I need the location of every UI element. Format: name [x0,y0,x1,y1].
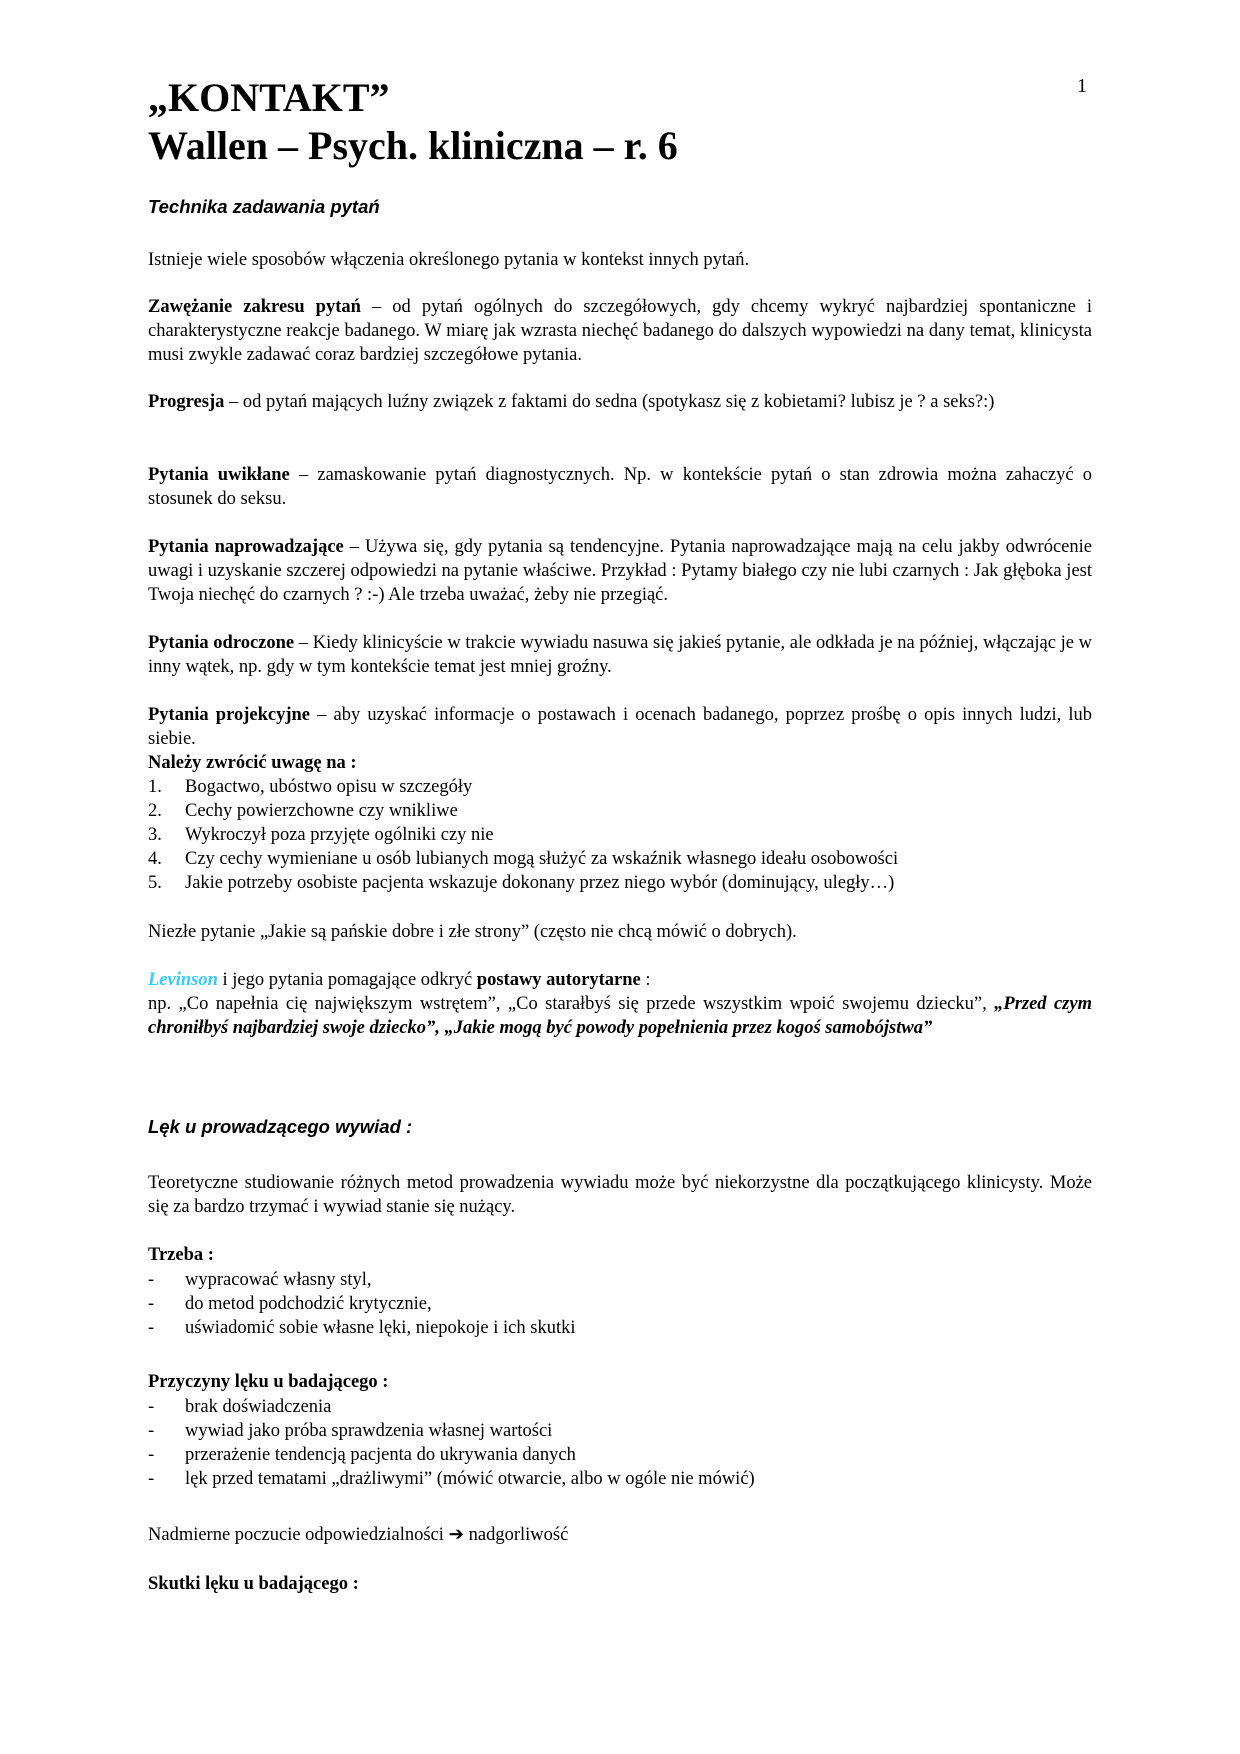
list-item [148,1419,1092,1443]
attention-list [148,775,1092,895]
text-leading: – Używa się, gdy pytania są tendencyjne. Pytania naprowadzające mają na celu jakby odwrócenie uwagi i uzyskanie szczerej odpowiedzi na pytanie właściwe. Przykład : Pytamy białego czy nie lubi czarnych : Jak głęboka jest Twoja niechęć do czarnych ? :-) Ale trzeba uważać, żeby nie przegiąć. [148,537,1092,605]
list-marker: 2. [148,801,162,821]
term-narrowing: Zawężanie zakresu pytań [148,297,361,317]
need-heading: Trzeba : [148,1245,214,1265]
levinson-name: Levinson [148,970,218,990]
list-item [148,1268,1092,1292]
document-title [148,74,678,170]
text-narrowing: – od pytań ogólnych do szczegółowych, gdy chcemy wykryć najbardziej spontaniczne i charakterystyczne reakcje badanego. W miarę jak wzrasta niechęć badanego do dalszych wypowiedzi na dany temat, klinicysta musi zwykle zadawać coraz bardziej szczegółowe pytania. [148,297,1093,365]
text-projective: – aby uzyskać informacje o postawach i ocenach badanego, poprzez prośbę o opis innych ludzi, lub siebie. [148,705,1092,749]
list-marker: - [148,1445,155,1465]
list-item-text: do metod podchodzić krytycznie, [185,1294,432,1314]
list-item-text: uświadomić sobie własne lęki, niepokoje i ich skutki [185,1318,576,1338]
list-item [148,823,1092,847]
right-arrow-icon: ➔ [448,1525,465,1545]
text-deferred: – Kiedy klinicyście w trakcie wywiadu nasuwa się jakieś pytanie, ale odkłada je na później, włączając je w inny wątek, np. gdy w tym kontekście temat jest mniej groźny. [148,633,1092,677]
causes-list [148,1395,1092,1491]
responsibility-result: nadgorliwość [464,1525,569,1545]
text-entangled: – zamaskowanie pytań diagnostycznych. Np. w kontekście pytań o stan zdrowia można zahaczyć o stosunek do seksu. [148,465,1093,509]
list-marker: 1. [148,777,162,797]
list-item-text: Czy cechy wymieniane u osób lubianych mogą służyć za wskaźnik własnego ideału osobowości [185,849,899,869]
term-projective: Pytania projekcyjne [148,705,310,725]
levinson-example-italic: „Przed czym chroniłbyś najbardziej swoje dziecko”, „Jakie mogą być powody popełnienia przez kogoś samobójstwa” [148,994,1092,1038]
paragraph-good-question: Niezłe pytanie „Jakie są pańskie dobre i złe strony” (często nie chcą mówić o dobrych). [148,922,797,942]
list-item [148,775,1092,799]
need-list [148,1268,1092,1340]
list-item [148,871,1092,895]
list-item [148,1316,1092,1340]
paragraph-entangled [148,463,1092,511]
list-item-text: brak doświadczenia [185,1397,332,1417]
term-entangled: Pytania uwikłane [148,465,290,485]
levinson-text-1: i jego pytania pomagające odkryć [217,970,477,990]
list-item [148,1395,1092,1419]
list-marker: - [148,1397,155,1417]
paragraph-narrowing [148,295,1092,367]
paragraph-leading [148,535,1092,607]
list-item-text: Wykroczył poza przyjęte ogólniki czy nie [185,825,494,845]
levinson-example-prefix: np. „Co napełnia cię największym wstrętem”, „Co starałbyś się przede wszystkim wpoić swojemu dziecku”, [148,994,995,1014]
levinson-bold-term: postawy autorytarne [476,970,641,990]
list-marker: - [148,1421,155,1441]
causes-heading: Przyczyny lęku u badającego : [148,1372,389,1392]
responsibility-text: Nadmierne poczucie odpowiedzialności [148,1525,449,1545]
levinson-text-2: : [640,970,651,990]
list-item [148,799,1092,823]
term-progression: Progresja [148,392,225,412]
list-marker: - [148,1270,155,1290]
text-progression: – od pytań mających luźny związek z faktami do sedna (spotykasz się z kobietami? lubisz je ? a seks?:) [224,392,995,412]
list-item [148,1292,1092,1316]
paragraph-responsibility [148,1523,1092,1547]
list-marker: - [148,1294,155,1314]
list-item-text: Cechy powierzchowne czy wnikliwe [185,801,458,821]
title-line-1: „KONTAKT” [148,75,390,120]
list-item-text: Bogactwo, ubóstwo opisu w szczegóły [185,777,473,797]
section-heading-interviewer-anxiety: Lęk u prowadzącego wywiad : [148,1116,413,1137]
list-item [148,1443,1092,1467]
attention-heading: Należy zwrócić uwagę na : [148,753,357,773]
list-item-text: Jakie potrzeby osobiste pacjenta wskazuje dokonany przez niego wybór (dominujący, uległy…) [185,873,895,893]
list-item-text: wywiad jako próba sprawdzenia własnej wartości [185,1421,553,1441]
term-deferred: Pytania odroczone [148,633,295,653]
list-item [148,1467,1092,1491]
list-item [148,847,1092,871]
paragraph-theory: Teoretyczne studiowanie różnych metod prowadzenia wywiadu może być niekorzystne dla początkującego klinicysty. Może się za bardzo trzymać i wywiad stanie się nużący. [148,1173,1092,1217]
list-marker: - [148,1318,155,1338]
list-marker: 5. [148,873,162,893]
term-leading: Pytania naprowadzające [148,537,344,557]
list-item-text: przerażenie tendencją pacjenta do ukrywania danych [185,1445,576,1465]
effects-heading: Skutki lęku u badającego : [148,1574,359,1594]
section-heading-questioning-technique: Technika zadawania pytań [148,196,380,217]
page-number: 1 [1077,75,1087,97]
list-marker: 4. [148,849,162,869]
title-line-2: Wallen – Psych. kliniczna – r. 6 [148,123,678,168]
intro-paragraph: Istnieje wiele sposobów włączenia określonego pytania w kontekst innych pytań. [148,250,750,270]
paragraph-projective [148,703,1092,751]
paragraph-progression [148,390,1092,414]
list-item-text: wypracować własny styl, [185,1270,372,1290]
list-item-text: lęk przed tematami „drażliwymi” (mówić otwarcie, albo w ogóle nie mówić) [185,1469,755,1489]
list-marker: 3. [148,825,162,845]
paragraph-deferred [148,631,1092,679]
paragraph-levinson [148,968,1092,1040]
list-marker: - [148,1469,155,1489]
